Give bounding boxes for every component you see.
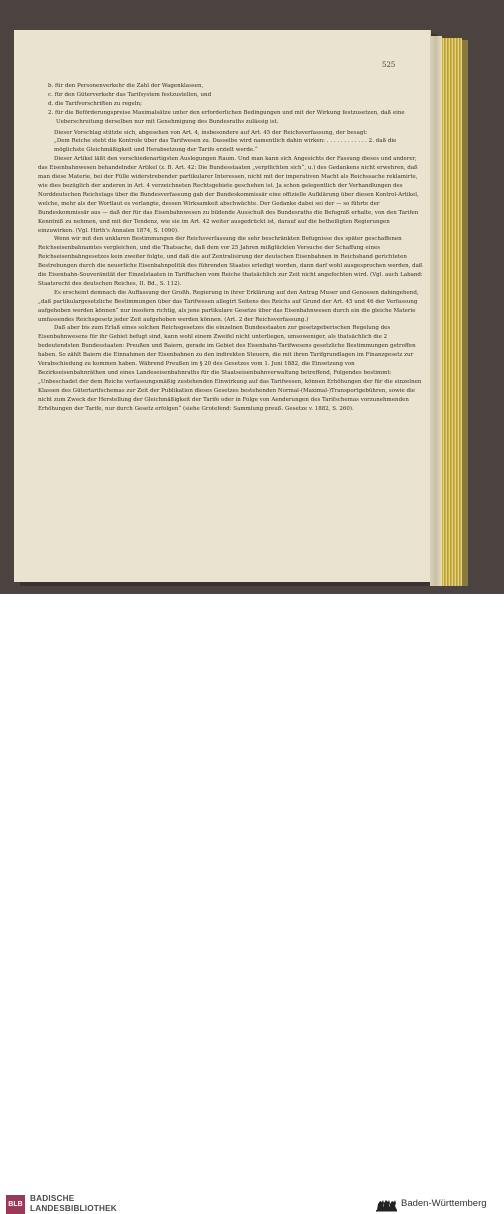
book-cover-edge — [462, 40, 468, 586]
paragraph-4: Es erscheint demnach die Auffassung der Großh. Regierung in ihrer Erklärung auf den Antrag Muser und Genossen dahingehend, „daß partikulargesetzliche Bestimmungen über das Tarifwesen allegirt Seitens des Reichs auf Grund der Art. 45 und 46 der Verfassung aufgehoben werden können“ nur insofern richtig, als jene partikulare Gesetze über das Eisenbahnwesen durch ein die gleiche Materie umfassendes Reichsgesetz jeder Zeit aufgehoben werden können. (Art. 2 der Reichsverfassung.) — [38, 289, 419, 323]
library-name-line-2: LANDESBIBLIOTHEK — [30, 1204, 117, 1213]
state-name[interactable]: Baden-Württemberg — [401, 1198, 487, 1209]
gilt-edge — [442, 38, 462, 586]
list-item-d: d. die Tarifvorschriften zu regeln; — [48, 100, 142, 107]
blb-logo-icon[interactable]: BLB — [6, 1195, 25, 1214]
paragraph-5: Daß aber bis zum Erlaß eines solchen Reichsgesetzes die einzelnen Bundesstaaten zur gesetzgeberischen Regelung des Eisenbahnwesens für ihr Gebiet befugt sind, kann wohl einem Zweifel nicht unterliegen, umsoweniger, als thatsächlich die 2 bedeutendsten Bundesstaaten: Preußen und Baiern, gerade im Gebiet des Eisenbahn-Tarifwesens gesetzliche Bestimmungen getroffen haben. So zählt Baiern die Einnahmen der Eisenbahnen zu den indirekten Steuern, die mit ihren Tarifgrundlagen im Finanzgesetz zur Verabschiedung zu kommen haben. Während Preußen im § 20 des Gesetzes vom 1. Juni 1882, die Einsetzung von Bezirkseisenbahnräthen und eines Landeseisenbahnraths für die Staatseisenbahnverwaltung betreffend, Folgendes bestimmt: „Unbeschadet der dem Reiche verfassungsmäßig zustehenden Einwirkung auf das Tarifwesen, können Erhöhungen der für die einzelnen Klassen des Gütertarifschemas zur Zeit der Publikation dieses Gesetzes bestehenden Normal-(Maximal-)Transportgebühren, sowie die nicht zum Zweck der Herstellung der Gleichmäßigkeit der Tarife oder in Folge von Aenderungen des Tarifschemas vorzunehmenden Erhöhungen der Tarife, nur durch Gesetz erfolgen“ (siehe Grotefend: Sammlung preuß. Gesetze v. 1882, S. 260). — [38, 325, 422, 412]
quote-art-45: „Dem Reiche steht die Kontrole über das Tarifwesen zu. Dasselbe wird namentlich dahin wirken: . . . . . . . . . . . . 2. daß die möglichste Gleichmäßigkeit und Herabsetzung der Tarife erzielt werde.“ — [54, 138, 397, 154]
list-item-2: 2. für die Beförderungspreise Maximalsätze unter den erforderlichen Bedingungen und mit der Wirkung festzusetzen, daß eine Ueberschreitung derselben nur mit Genehmigung des Bundesraths zulässig ist. — [48, 109, 405, 125]
page-number: 525 — [382, 61, 396, 69]
scanned-book-image — [0, 0, 504, 594]
page-text — [38, 82, 424, 414]
paragraph-1: Dieser Vorschlag stützte sich, abgesehen von Art. 4, insbesondere auf Art. 45 der Reichsverfassung, der besagt: — [54, 129, 368, 136]
library-name-line-1: BADISCHE — [30, 1194, 75, 1203]
baden-wuerttemberg-lions-icon[interactable] — [374, 1197, 398, 1213]
list-item-b: b. für den Personenverkehr die Zahl der Wagenklassen, — [48, 83, 204, 89]
library-name[interactable] — [30, 1194, 117, 1214]
paragraph-2: Dieser Artikel läßt den verschiedenartigsten Auslegungen Raum. Und man kann sich Angesichts der Fassung dieses und anderer, das Eisenbahnwesen behandelnder Artikel (z. B. Art. 42: Die Bundesstaaten „verpflichten sich“, u.) des Gedankens nicht erwehren, daß man diese Materie, bei der Fülle widerstrebender partikularer Interessen, nicht mit der imperativen Macht als Reichssache reklamirte, wie dies bezüglich der anderen in Art. 4 verzeichneten Rechtsgebiete geschehen ist. Ja schon gelegentlich der Verhandlungen des Norddeutschen Reichstags über die Bundesverfassung gab der Bundeskommissär eine offizielle Aufklärung über diesen Kontrol-Artikel, welche, mehr als der Wortlaut es verlangte, dessen Wirksamkeit abschwächte. Der Gedanke dabei sei der — so führte der Bundeskommissär aus — daß der für das Eisenbahnwesen zu bildende Ausschuß des Bundesraths die Befugniß erhalte, von den Tarifen Kenntniß zu nehmen, und mit der Tendenz, wie sie im Art. 42 weiter ausgedrückt ist, darauf auf die betheiligten Regierungen einzuwirken. (Vgl. Hirth's Annalen 1874, S. 1090). — [38, 156, 419, 234]
footer-bar — [0, 594, 504, 1213]
list-item-c: c. für den Güterverkehr das Tarifsystem festzustellen, und — [48, 91, 212, 98]
paragraph-3: Wenn wir mit den unklaren Bestimmungen der Reichsverfassung die sehr beschränkten Befugnisse des später geschaffenen Reichseisenbahnamtes vergleichen, und die Thatsache, daß dem vor 25 Jahren mißglückten Versuche der Schaffung eines Reichseisenbahngesetzes kein zweiter folgte, und daß die auf Zentralisirung der deutschen Eisenbahnen in Reichshand gerichteten Bestrebungen durch die neuerliche Eisenbahnpolitik des führenden Staates erledigt worden, dann darf wohl ausgesprochen werden, daß die Eisenbahn-Souveränität der Einzelstaaten in Tariffachen vom Reiche thatsächlich zur Zeit nicht angefochten wird. (Vgl. auch Laband: Staatsrecht des deutschen Reiches, II. Bd., S. 112). — [38, 236, 423, 287]
page-edges — [430, 36, 442, 586]
